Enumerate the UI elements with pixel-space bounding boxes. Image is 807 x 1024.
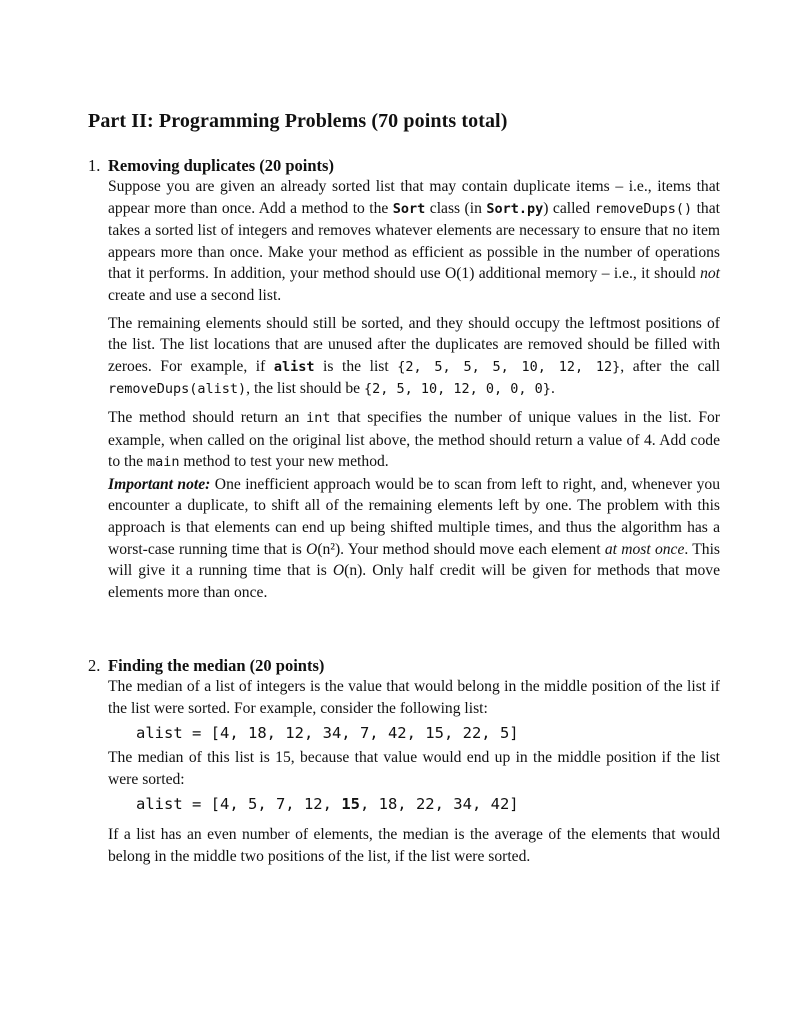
code-call: removeDups(alist)	[108, 381, 247, 398]
text: (n²). Your method should move each element	[317, 540, 605, 558]
problem-2	[88, 656, 720, 868]
text: alist = [4, 5, 7, 12,	[136, 795, 342, 814]
code-sort-py: Sort.py	[486, 200, 544, 217]
big-o: O	[306, 540, 318, 558]
text: The remaining elements should still be sorted, and they should occupy the leftmost positions of the list. The list locations that are unused after the duplicates are removed should be filled with zeroes. For example, if	[108, 314, 720, 375]
text: .	[550, 380, 555, 398]
example-list-sorted	[136, 790, 720, 818]
code-main: main	[146, 454, 180, 471]
code-input-list: {2, 5, 5, 5, 10, 12, 12}	[397, 358, 621, 375]
emphasis-not: not	[700, 265, 720, 283]
text: method to test your new method.	[179, 453, 389, 471]
page-heading: Part II: Programming Problems (70 points total)	[88, 110, 508, 132]
text: One inefficient approach would be to scan from left to right, and, whenever you encounter a duplicate, to shift all of the remaining elements left by one. The problem with this approach is that elements can end up being shifted multiple times, and thus the algorithm has a worst-case running time that is	[108, 475, 721, 558]
problem-1-title-row	[88, 156, 720, 176]
problem-2-paragraph-1: The median of a list of integers is the value that would belong in the middle position of the list if the list were sorted. For example, consider the following list:	[108, 678, 720, 717]
problem-1-paragraph-3	[108, 407, 720, 474]
text: class (in	[425, 199, 487, 217]
text: The method should return an	[108, 408, 307, 426]
problem-2-paragraph-2: The median of this list is 15, because that value would end up in the middle position if the list were sorted:	[108, 749, 720, 788]
code-output-list: {2, 5, 10, 12, 0, 0, 0}	[364, 381, 551, 398]
text: that specifies the number of unique values in the list. For example, when called on the original list above, the method should return a value of 4. Add code to the	[108, 408, 720, 471]
median-value: 15	[341, 795, 360, 814]
code-int: int	[306, 409, 331, 426]
problem-2-title: Finding the median (20 points)	[108, 656, 325, 675]
text: that takes a sorted list of integers and removes whatever elements are necessary to ensure that no item appears more than once. Make your method as efficient as possible in the number of operations that it performs. In addition, your method should use O(1) additional memory – i.e., it should	[108, 199, 720, 283]
text: , after the call	[620, 357, 720, 375]
text: (n). Only half credit will be given for methods that move elements more than once.	[108, 562, 720, 601]
problem-2-title-row	[88, 656, 720, 676]
problem-2-number: 2.	[88, 656, 101, 675]
text: Suppose you are given an already sorted list that may contain duplicate items – i.e., items that appear more than once. Add a method to the	[108, 178, 720, 217]
problem-1-paragraph-2	[108, 313, 720, 401]
problem-1-number: 1.	[88, 156, 101, 175]
problem-1-title: Removing duplicates (20 points)	[108, 156, 334, 175]
big-o: O	[332, 562, 345, 580]
problem-1-paragraph-1	[108, 176, 720, 307]
problem-2-paragraph-3: If a list has an even number of elements, the median is the average of the elements that would belong in the middle two positions of the list, if the list were sorted.	[108, 826, 720, 865]
emphasis-at-most-once: at most once	[604, 540, 685, 558]
text: . This will give it a running time that is	[108, 540, 721, 580]
example-list-unsorted: alist = [4, 18, 12, 34, 7, 42, 15, 22, 5]	[136, 724, 519, 743]
text: , 18, 22, 34, 42]	[359, 795, 519, 814]
important-note-label: Important note:	[108, 475, 211, 493]
text: is the list	[314, 357, 398, 375]
problem-1-important-note	[108, 474, 720, 604]
problem-1	[88, 156, 720, 603]
text: , the list should be	[246, 380, 364, 398]
code-alist: alist	[273, 358, 315, 375]
text: ) called	[543, 199, 595, 217]
code-sort: Sort	[392, 200, 426, 217]
code-removedups: removeDups()	[594, 200, 693, 217]
text: create and use a second list.	[108, 286, 282, 304]
